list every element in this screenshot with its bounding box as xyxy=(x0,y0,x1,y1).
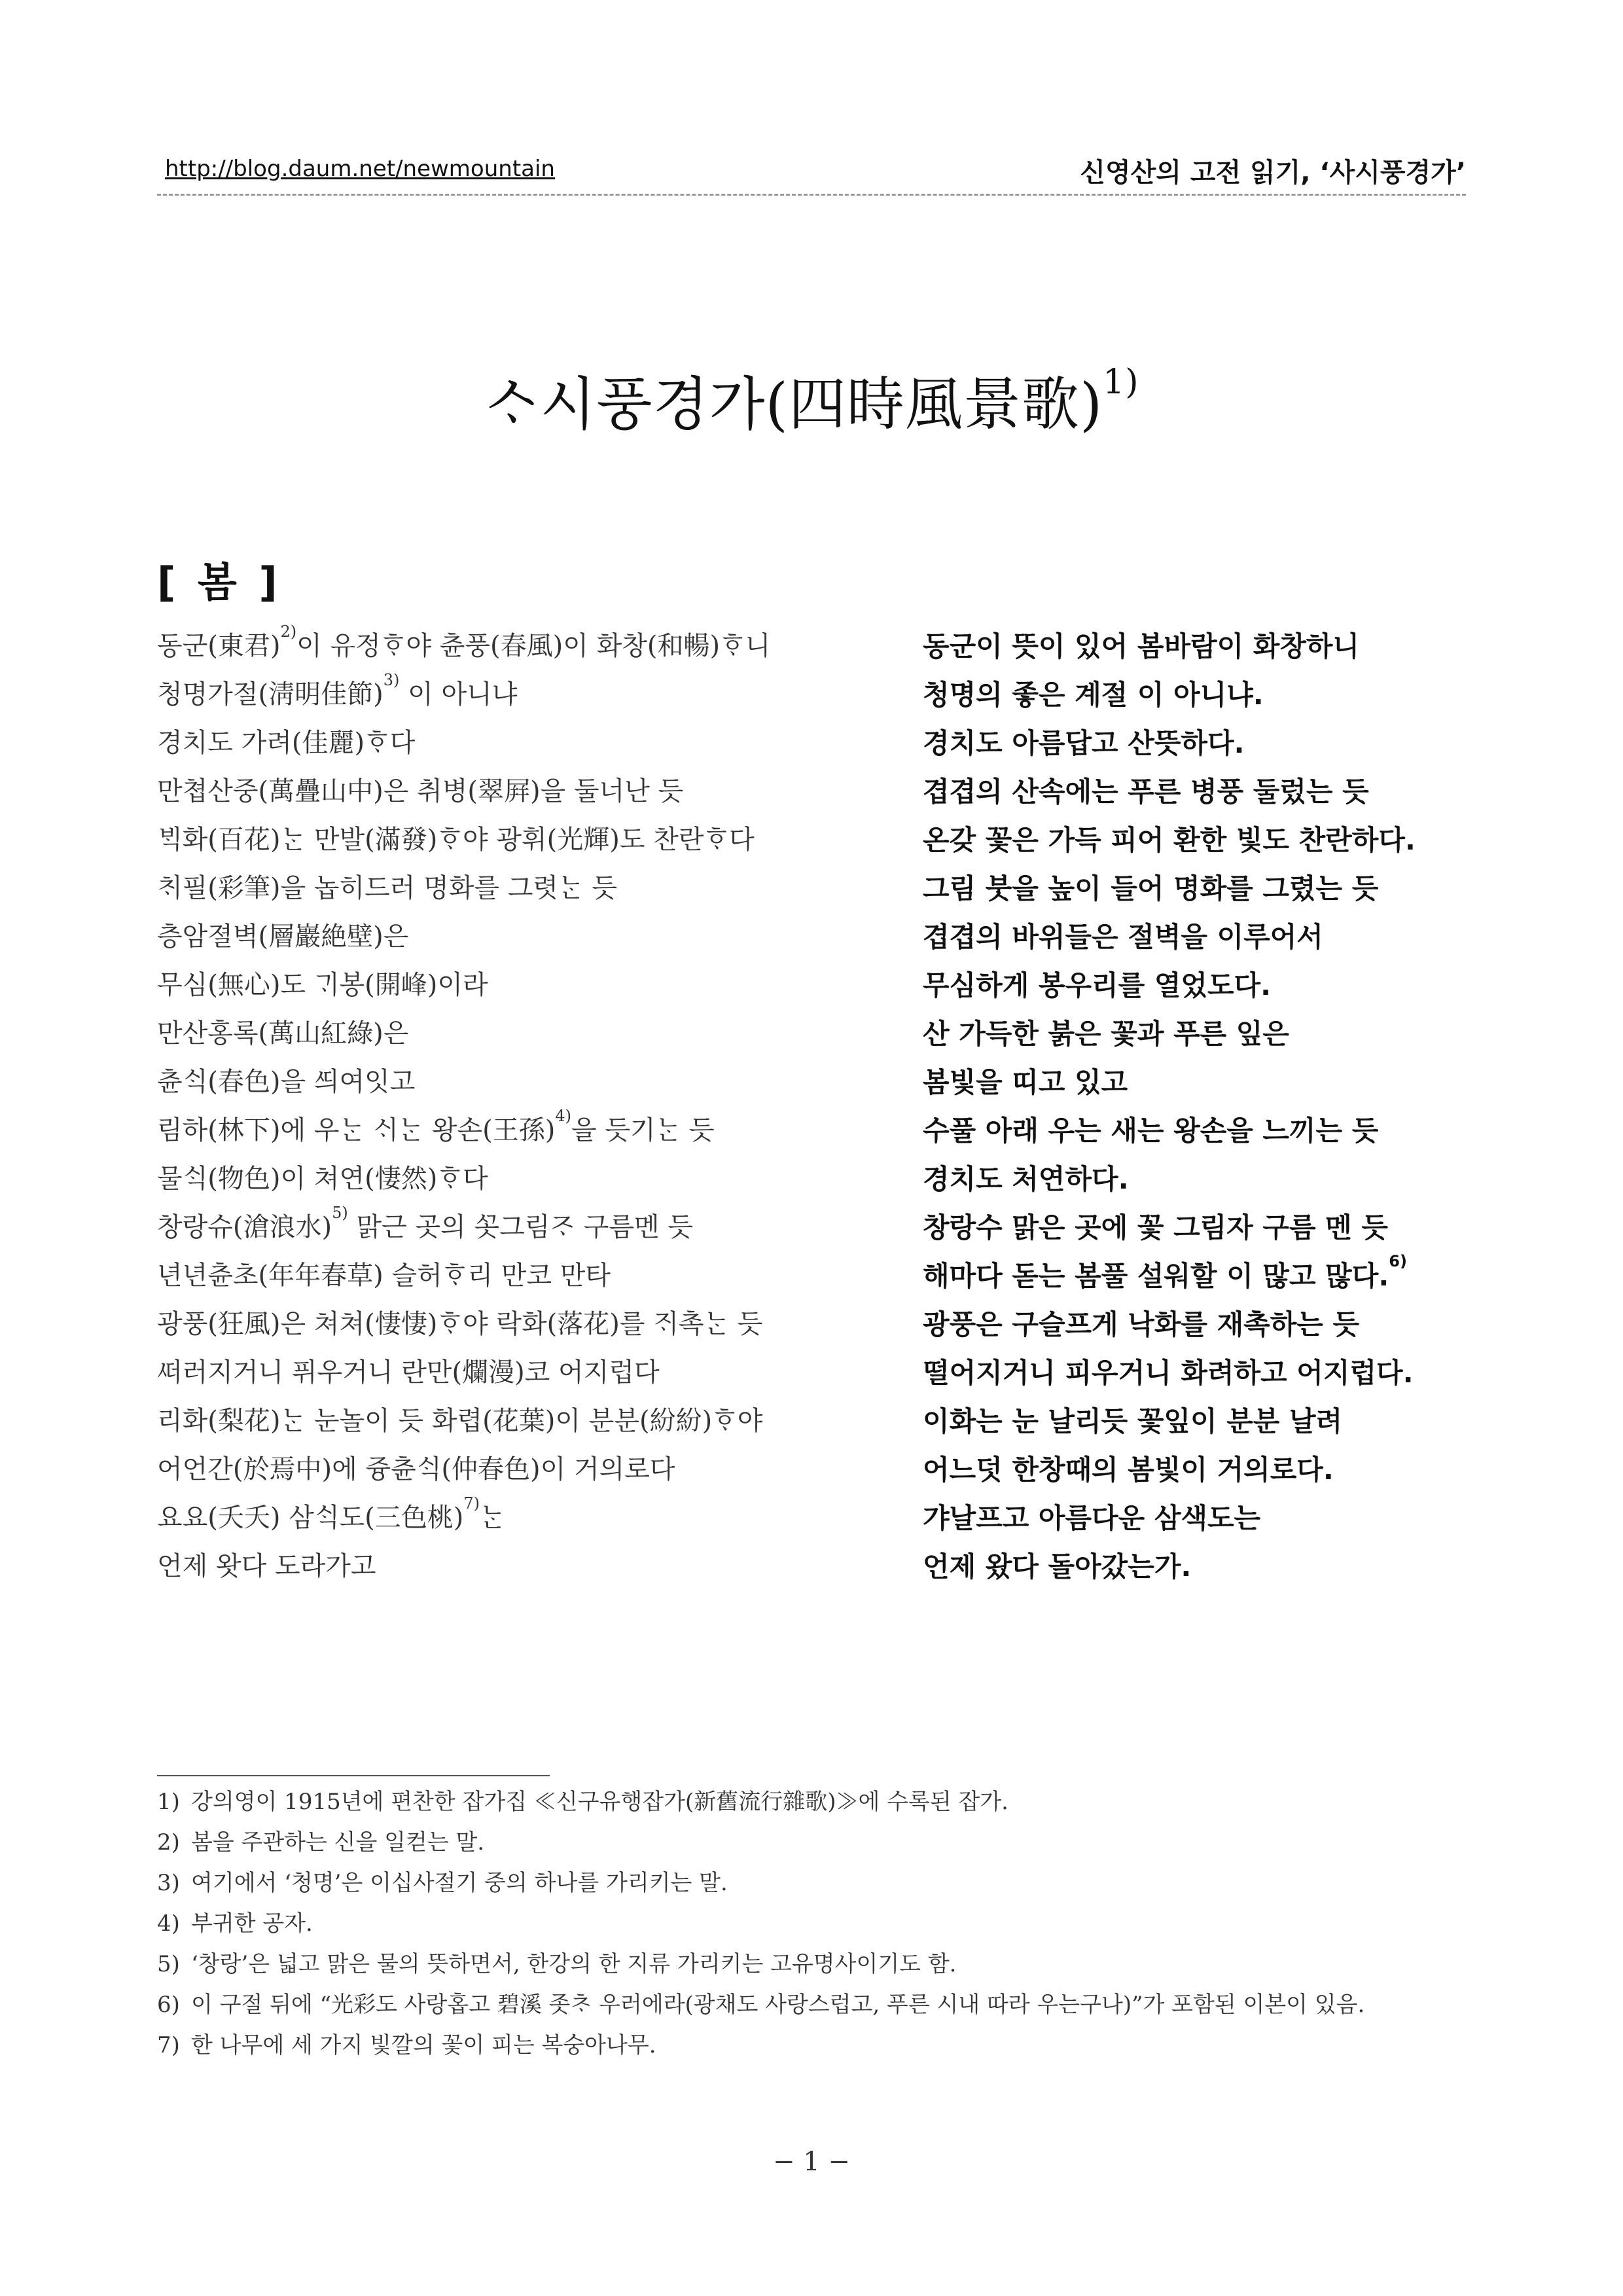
original-text xyxy=(157,1061,415,1098)
original-text xyxy=(157,819,755,856)
original-text-part: 창랑슈(滄浪水) xyxy=(157,1212,332,1242)
original-text xyxy=(157,622,771,662)
translation-text-part: 산 가득한 붉은 꽃과 푸른 잎은 xyxy=(923,1018,1289,1050)
translation-text xyxy=(923,1109,1378,1149)
poem-line xyxy=(157,1545,1466,1594)
page-number: − 1 − xyxy=(773,2147,850,2177)
original-text xyxy=(157,964,488,1001)
footnote-text: 한 나무에 세 가지 빛깔의 꽃이 피는 복숭아나무. xyxy=(191,2032,656,2058)
header-divider xyxy=(157,194,1466,196)
translation-text-part: 해마다 돋는 봄풀 설워할 이 많고 많다. xyxy=(923,1260,1389,1292)
footnotes xyxy=(157,1785,1472,2070)
footnote-item xyxy=(157,1907,1472,1940)
original-text-part: 만산홍록(萬山紅綠)은 xyxy=(157,1018,409,1049)
original-text-part: 어언간(於焉中)에 즁츈ᄉᆡᆨ(仲春色)이 거의로다 xyxy=(157,1454,675,1484)
footnote-item xyxy=(157,1867,1472,1899)
translation-text xyxy=(923,1448,1334,1488)
original-text xyxy=(157,1494,505,1534)
original-text-part: 요요(夭夭) 삼ᄉᆡᆨ도(三色桃) xyxy=(157,1503,464,1533)
translation-text-part: 창랑수 맑은 곳에 꽃 그림자 구름 멘 듯 xyxy=(923,1211,1388,1244)
translation-text xyxy=(923,1352,1414,1391)
poem-line xyxy=(157,867,1466,916)
translation-text xyxy=(923,770,1369,810)
original-text xyxy=(157,1448,675,1486)
original-text-part: 츈ᄉᆡᆨ(春色)을 ᄯᅴ여잇고 xyxy=(157,1067,416,1097)
original-text xyxy=(157,1158,488,1195)
original-text xyxy=(157,916,408,953)
translation-text xyxy=(923,1206,1388,1246)
translation-text xyxy=(923,867,1378,906)
poem-line xyxy=(157,1303,1466,1352)
original-text-part: 청명가절(淸明佳節) xyxy=(157,679,383,709)
original-text-rest: 맑근 곳의 ᄭᅩᆺ그림ᄌᆞ 구름멘 듯 xyxy=(348,1212,694,1242)
translation-text xyxy=(923,673,1264,713)
footnote-number: 2) xyxy=(157,1829,180,1856)
translation-text xyxy=(923,1303,1359,1342)
translation-text xyxy=(923,964,1271,1003)
translation-text-part: 겹겹의 산속에는 푸른 병풍 둘렀는 듯 xyxy=(923,776,1369,808)
footnote-text: 부귀한 공자. xyxy=(191,1910,313,1937)
original-text-rest: ᄂᆞᆫ xyxy=(479,1503,505,1533)
original-text-part: ᄇᆡᆨ화(百花)ᄂᆞᆫ 만발(滿發)ᄒᆞ야 광휘(光輝)도 찬란ᄒᆞ다 xyxy=(157,825,755,855)
translation-text xyxy=(923,1545,1191,1585)
footnote-mark[interactable]: 7) xyxy=(463,1494,480,1513)
translation-text-part: 그림 붓을 높이 들어 명화를 그렸는 듯 xyxy=(923,872,1379,905)
header-title: 신영산의 고전 읽기, ‘사시풍경가’ xyxy=(1080,158,1466,188)
translation-text-part: 경치도 처연하다. xyxy=(923,1163,1129,1195)
original-text-part: 리화(梨花)ᄂᆞᆫ 눈놀이 듯 화렵(花葉)이 분분(紛紛)ᄒᆞ야 xyxy=(157,1406,763,1436)
poem-line xyxy=(157,1400,1466,1448)
original-text xyxy=(157,1352,660,1389)
footnote-mark[interactable]: 3) xyxy=(383,671,400,689)
poem-body xyxy=(157,622,1466,1594)
original-text-part: 광풍(狂風)은 쳐쳐(悽悽)ᄒᆞ야 락화(落花)를 ᄌᆡ촉ᄂᆞᆫ 듯 xyxy=(157,1309,763,1339)
translation-text xyxy=(923,1158,1129,1197)
translation-text-part: 이화는 눈 날리듯 꽃잎이 분분 날려 xyxy=(923,1405,1343,1437)
translation-text xyxy=(923,819,1416,858)
footnote-text: 이 구절 뒤에 “光彩도 사랑홉고 碧溪 좃ᄎᆞ 우러에라(광채도 사랑스럽고, 푸른 시내 따라 우는구나)”가 포함된 이본이 있음. xyxy=(191,1992,1365,2018)
original-text-part: ᄯᅥ러지거니 퓌우거니 란만(爛漫)코 어지럽다 xyxy=(157,1357,660,1388)
translation-text-part: 어느덧 한창때의 봄빛이 거의로다. xyxy=(923,1454,1334,1486)
translation-text-part: 동군이 뜻이 있어 봄바람이 화창하니 xyxy=(923,630,1360,662)
original-text-rest: 이 유정ᄒᆞ야 츈풍(春風)이 화창(和暢)ᄒᆞ니 xyxy=(296,631,771,661)
poem-line xyxy=(157,1494,1466,1545)
poem-line xyxy=(157,1252,1466,1303)
original-text xyxy=(157,1400,762,1437)
original-text xyxy=(157,1109,715,1147)
translation-text-part: 청명의 좋은 계절 이 아니냐. xyxy=(923,679,1264,711)
poem-line xyxy=(157,673,1466,722)
footnote-mark[interactable]: 5) xyxy=(332,1204,348,1222)
original-text xyxy=(157,1545,376,1583)
original-text-part: ᄎᆡ필(彩筆)을 놉히드러 명화를 그렷ᄂᆞᆫ 듯 xyxy=(157,873,618,903)
translation-text-part: 갸날프고 아름다운 삼색도는 xyxy=(923,1502,1261,1534)
original-text-part: 년년츈초(年年春草) 슬허ᄒᆞ리 만코 만타 xyxy=(157,1261,611,1291)
title-text: ᄉᆞ시풍경가(四時風景歌) xyxy=(484,370,1103,438)
translation-text xyxy=(923,916,1323,955)
footnote-item xyxy=(157,1826,1472,1859)
translation-text xyxy=(923,1252,1407,1294)
original-text xyxy=(157,722,415,759)
original-text-part: 무심(無心)도 ᄀᆡ봉(開峰)이라 xyxy=(157,970,488,1000)
footnote-number: 4) xyxy=(157,1910,180,1937)
original-text-part: 경치도 가려(佳麗)ᄒᆞ다 xyxy=(157,728,416,758)
footnote-item xyxy=(157,1988,1472,2021)
footnote-item xyxy=(157,1785,1472,1818)
footnote-number: 6) xyxy=(157,1992,180,2018)
original-text xyxy=(157,867,617,905)
page-header xyxy=(157,152,1466,191)
original-text-part: 림하(林下)에 우ᄂᆞᆫ ᄉᆡᄂᆞᆫ 왕손(王孫) xyxy=(157,1115,556,1145)
original-text xyxy=(157,770,683,808)
section-heading: [ 봄 ] xyxy=(157,558,281,606)
poem-line xyxy=(157,1109,1466,1158)
poem-line xyxy=(157,722,1466,770)
poem-line xyxy=(157,1206,1466,1255)
translation-text-part: 겹겹의 바위들은 절벽을 이루어서 xyxy=(923,921,1323,953)
original-text xyxy=(157,673,517,711)
translation-text-part: 경치도 아름답고 산뜻하다. xyxy=(923,727,1245,759)
original-text xyxy=(157,1013,408,1050)
original-text xyxy=(157,1303,762,1340)
footnote-number: 7) xyxy=(157,2032,180,2058)
original-text-rest: 이 아니냐 xyxy=(399,679,518,709)
original-text xyxy=(157,1206,693,1244)
footnote-divider xyxy=(157,1775,550,1776)
poem-line xyxy=(157,1158,1466,1206)
original-text-part: 물ᄉᆡᆨ(物色)이 쳐연(悽然)ᄒᆞ다 xyxy=(157,1164,488,1194)
footnote-mark[interactable]: 4) xyxy=(555,1107,571,1125)
translation-text-part: 무심하게 봉우리를 열었도다. xyxy=(923,969,1272,1001)
poem-line xyxy=(157,1448,1466,1497)
footnote-text: 강의영이 1915년에 편찬한 잡가집 ≪신구유행잡가(新舊流行雜歌)≫에 수록된 잡가. xyxy=(191,1789,1008,1815)
poem-line xyxy=(157,622,1466,673)
original-text-rest: 을 듯기ᄂᆞᆫ 듯 xyxy=(571,1115,715,1145)
footnote-mark[interactable]: 6) xyxy=(1389,1252,1407,1270)
translation-text-part: 봄빛을 띠고 있고 xyxy=(923,1066,1128,1098)
translation-text-part: 언제 왔다 돌아갔는가. xyxy=(923,1551,1192,1583)
footnote-number: 3) xyxy=(157,1870,180,1896)
footnote-text: 여기에서 ‘청명’은 이십사절기 중의 하나를 가리키는 말. xyxy=(191,1870,728,1896)
original-text-part: 만쳡산중(萬疊山中)은 취병(翠屛)을 둘너난 듯 xyxy=(157,776,684,806)
footnote-number: 5) xyxy=(157,1951,180,1977)
translation-text-part: 온갖 꽃은 가득 피어 환한 빛도 찬란하다. xyxy=(923,824,1416,856)
poem-line xyxy=(157,1061,1466,1109)
footnote-text: 봄을 주관하는 신을 일컫는 말. xyxy=(191,1829,485,1856)
translation-text xyxy=(923,1061,1128,1100)
poem-line xyxy=(157,964,1466,1013)
original-text-part: 층암졀벽(層巖絶壁)은 xyxy=(157,922,409,952)
footnote-number: 1) xyxy=(157,1789,180,1815)
poem-line xyxy=(157,1013,1466,1061)
poem-line xyxy=(157,1352,1466,1400)
translation-text-part: 떨어지거니 피우거니 화려하고 어지럽다. xyxy=(923,1357,1414,1389)
poem-line xyxy=(157,916,1466,964)
poem-line xyxy=(157,770,1466,819)
original-text xyxy=(157,1255,611,1292)
blog-url-link[interactable]: http://blog.daum.net/newmountain xyxy=(165,156,555,182)
original-text-part: 언제 왓다 도라가고 xyxy=(157,1551,376,1581)
translation-text xyxy=(923,1013,1289,1052)
footnote-item xyxy=(157,2029,1472,2062)
original-text-part: 동군(東君) xyxy=(157,631,281,661)
translation-text xyxy=(923,1497,1260,1536)
translation-text-part: 수풀 아래 우는 새는 왕손을 느끼는 듯 xyxy=(923,1115,1379,1147)
title-footnote-mark[interactable]: 1) xyxy=(1103,363,1139,402)
translation-text xyxy=(923,722,1245,761)
footnote-text: ‘창랑’은 넓고 맑은 물의 뜻하면서, 한강의 한 지류 가리키는 고유명사이기도 함. xyxy=(191,1951,957,1977)
poem-line xyxy=(157,819,1466,867)
footnote-item xyxy=(157,1948,1472,1981)
page-title xyxy=(0,359,1623,441)
translation-text xyxy=(923,625,1359,664)
footnote-mark[interactable]: 2) xyxy=(280,622,297,641)
translation-text xyxy=(923,1400,1342,1439)
translation-text-part: 광풍은 구슬프게 낙화를 재촉하는 듯 xyxy=(923,1308,1360,1340)
